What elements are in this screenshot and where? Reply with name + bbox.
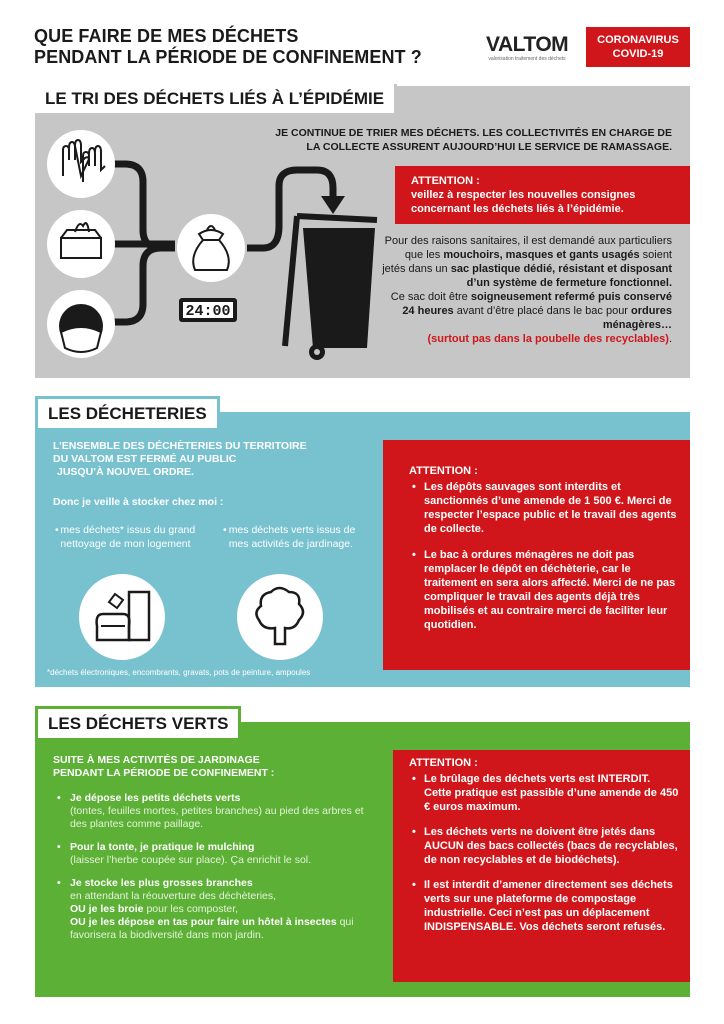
stock-item-garden xyxy=(223,523,373,551)
logo-tagline: valorisation traitement des déchets xyxy=(488,56,566,62)
gardening-intro-line: PENDANT LA PÉRIODE DE CONFINEMENT : xyxy=(53,767,275,779)
text-bold: sac plastique dédié, résistant et disposant d’un système de fermeture fonctionnel. xyxy=(450,263,672,289)
closure-notice-line: DU VALTOM EST FERMÉ AU PUBLIC xyxy=(53,453,237,465)
valtom-logo xyxy=(486,34,568,62)
gardening-tips-list xyxy=(57,792,377,952)
tip-heading: OU je les dépose en tas pour faire un hôtel à insectes xyxy=(70,916,337,928)
tissue-box-icon xyxy=(47,210,115,278)
attention-list xyxy=(409,480,678,632)
attention-list xyxy=(409,772,680,934)
list-item xyxy=(57,841,377,867)
gardening-intro-line: SUITE À MES ACTIVITÉS DE JARDINAGE xyxy=(53,754,260,766)
attention-label: ATTENTION : xyxy=(409,465,478,477)
text-bold: ordures ménagères… xyxy=(602,305,672,331)
tip-detail: pour les composter, xyxy=(143,903,239,915)
tip-detail: qui favorisera la biodiversité dans mon jardin. xyxy=(70,916,354,941)
page-title xyxy=(34,26,422,68)
attention-item: • Il est interdit d’amener directement ses déchets verts sur une plateforme de compostage industrielle. Ceci n’est pas un déplacement INDISPENSABLE. Vos déchets seront refusés. xyxy=(409,878,680,934)
bullet: • xyxy=(223,524,227,536)
text-span: Ce sac doit être xyxy=(390,291,471,303)
covid-badge-line2: COVID-19 xyxy=(612,48,664,60)
attention-item: • Les dépôts sauvages sont interdits et sanctionnés d’une amende de 1 500 €. Merci de respecter l’espace public et le travail des agents de collecte. xyxy=(409,480,678,536)
bullet: • xyxy=(55,524,59,536)
tree-icon xyxy=(237,574,323,660)
gardening-intro xyxy=(53,754,353,780)
closure-notice-line: L’ENSEMBLE DES DÉCHÈTERIES DU TERRITOIRE xyxy=(53,440,307,452)
attention-text: veillez à respecter les nouvelles consignes concernant les déchets liés à l’épidémie. xyxy=(411,189,636,215)
connector-line xyxy=(107,248,175,322)
timer-display: 24:00 xyxy=(185,303,231,320)
attention-item: • Le bac à ordures ménagères ne doit pas remplacer le dépôt en déchèterie, car le traitement en sera alors affecté. Merci de ne pas compliquer le travail des agents déjà très mobilisés et au contraire merci de faciliter leur quotidien. xyxy=(409,548,678,632)
instructions-paragraph xyxy=(382,290,672,346)
attention-box xyxy=(383,440,690,670)
garbage-bag-icon xyxy=(177,214,245,282)
text-span: avant d’être placé dans le bac pour xyxy=(453,305,632,317)
footnote: *déchets électroniques, encombrants, gravats, pots de peinture, ampoules xyxy=(47,668,311,677)
list-item xyxy=(57,877,377,942)
tip-heading: Je stocke les plus grosses branches xyxy=(70,877,253,889)
arrow-head-icon xyxy=(321,196,345,214)
text-span: Pour des raisons sanitaires, il est demandé aux particuliers que les xyxy=(384,235,672,261)
tip-heading: Pour la tonte, je pratique le mulching xyxy=(70,841,255,853)
text-span: . xyxy=(668,333,672,345)
section-title: LES DÉCHETERIES xyxy=(35,396,220,431)
furniture-appliance-icon xyxy=(79,574,165,660)
gloves-icon xyxy=(47,130,115,198)
face-mask-icon xyxy=(47,290,115,358)
tip-detail: en attendant la réouverture des déchèteries, xyxy=(70,890,277,902)
attention-box xyxy=(393,750,690,982)
tip-detail: (laisser l’herbe coupée sur place). Ça enrichit le sol. xyxy=(70,854,312,866)
closure-notice-line: JUSQU’À NOUVEL ORDRE. xyxy=(57,466,194,478)
text-bold: mouchoirs, masques et gants usagés xyxy=(443,249,640,261)
section-title: LE TRI DES DÉCHETS LIÉS À L’ÉPIDÉMIE xyxy=(35,84,397,116)
attention-box xyxy=(395,166,690,224)
stock-item-cleaning xyxy=(55,523,205,551)
section-epidemic-waste xyxy=(35,86,690,378)
covid-badge xyxy=(586,27,690,67)
page-title-line1: QUE FAIRE DE MES DÉCHETS xyxy=(34,26,299,46)
trash-bin-icon xyxy=(285,216,377,360)
attention-label: ATTENTION : xyxy=(409,757,478,769)
page-title-line2: PENDANT LA PÉRIODE DE CONFINEMENT ? xyxy=(34,47,422,67)
list-item xyxy=(57,792,377,831)
stock-heading: Donc je veille à stocker chez moi : xyxy=(53,496,224,508)
tip-detail: (tontes, feuilles mortes, petites branches) au pied des arbres et des plantes comme paillage. xyxy=(70,805,364,830)
section-green-waste xyxy=(35,714,690,997)
tip-heading: OU je les broie xyxy=(70,903,144,915)
closure-notice xyxy=(53,440,343,479)
stock-item-text: mes déchets verts issus de mes activités de jardinage. xyxy=(228,524,356,550)
section-title: LES DÉCHETS VERTS xyxy=(35,706,241,741)
attention-item: • Les déchets verts ne doivent être jetés dans AUCUN des bacs collectés (bacs de recyclables, de non recyclables et de biodéchets). xyxy=(409,825,680,867)
stock-item-text: mes déchets* issus du grand nettoyage de mon logement xyxy=(60,524,196,550)
covid-badge-line1: CORONAVIRUS xyxy=(597,34,679,46)
text-span: soient jetés dans un xyxy=(382,249,672,275)
text-warning: (surtout pas dans la poubelle des recyclables) xyxy=(427,333,669,345)
text-bold: soigneusement refermé puis conservé 24 heures xyxy=(402,291,672,317)
connector-line xyxy=(107,164,175,248)
attention-item: • Le brûlage des déchets verts est INTERDIT. Cette pratique est passible d’une amende de 450 € euros maximum. xyxy=(409,772,680,814)
waste-flow-diagram xyxy=(35,126,380,378)
sanitary-instructions xyxy=(382,234,672,346)
section-decheteries xyxy=(35,404,690,687)
instructions-paragraph xyxy=(382,234,672,290)
logo-text: VALTOM xyxy=(486,33,569,56)
attention-label: ATTENTION : xyxy=(411,175,480,187)
tip-heading: Je dépose les petits déchets verts xyxy=(70,792,241,804)
sorting-intro-text: JE CONTINUE DE TRIER MES DÉCHETS. LES COLLECTIVITÉS EN CHARGE DE LA COLLECTE ASSURENT AUJOURD’HUI LE SERVICE DE RAMASSAGE. xyxy=(275,127,672,153)
